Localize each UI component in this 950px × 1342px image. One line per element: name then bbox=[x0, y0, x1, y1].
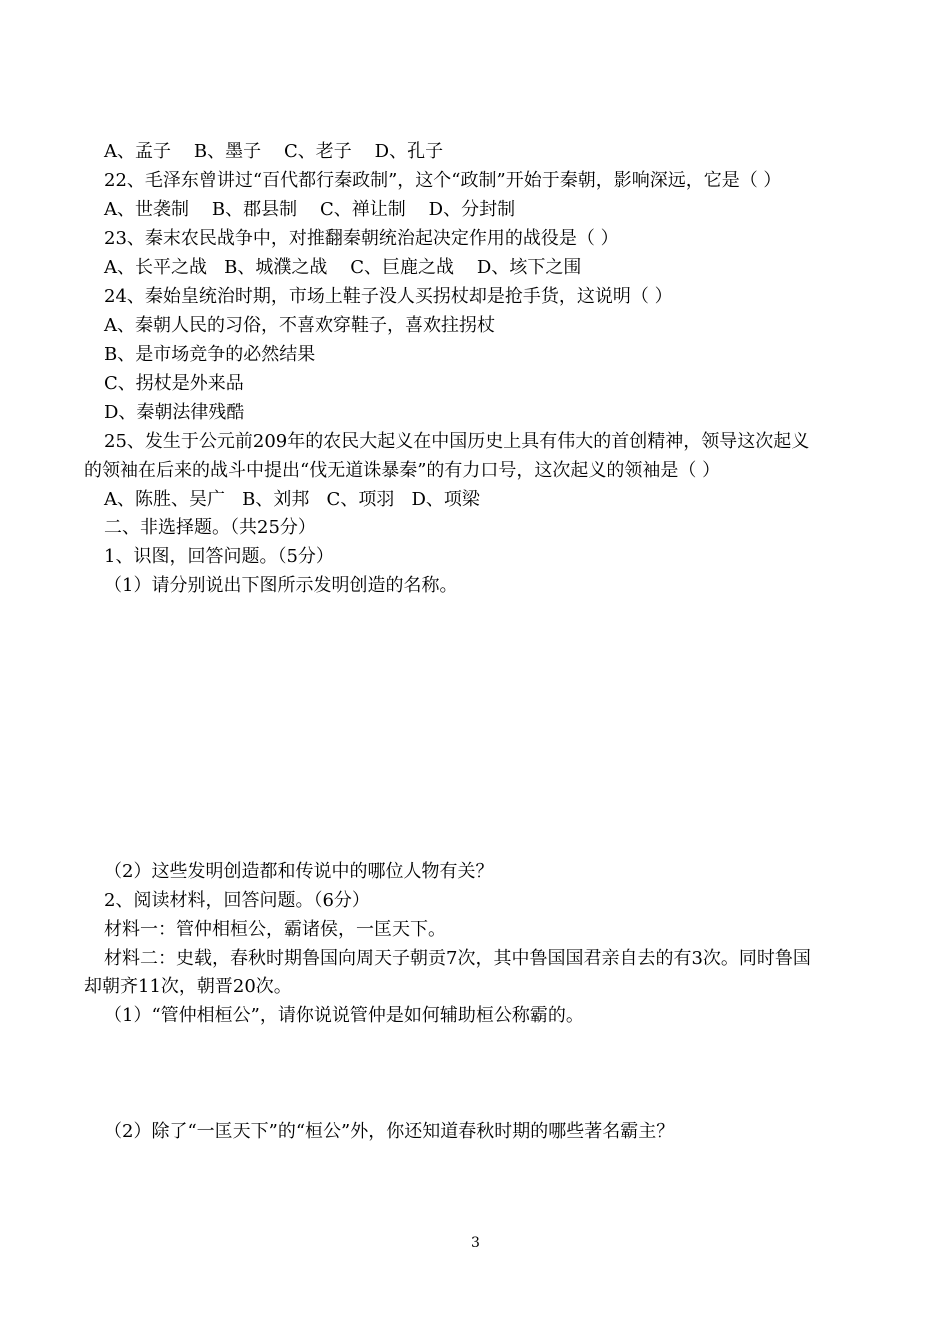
q24-option-a: A、秦朝人民的习俗，不喜欢穿鞋子，喜欢拄拐杖 bbox=[104, 315, 495, 336]
s2-material-1: 材料一：管仲相桓公，霸诸侯，一匡天下。 bbox=[104, 919, 446, 940]
s2-heading: 2、阅读材料，回答问题。（6分） bbox=[104, 890, 370, 911]
s1-question-2: （2）这些发明创造都和传说中的哪位人物有关？ bbox=[104, 861, 494, 882]
section-2-heading: 二、非选择题。（共25分） bbox=[104, 517, 316, 538]
s1-question-1: （1）请分别说出下图所示发明创造的名称。 bbox=[104, 575, 458, 596]
q25-stem-line2: 的领袖在后来的战斗中提出“伐无道诛暴秦”的有力口号，这次起义的领袖是（ ） bbox=[84, 460, 721, 481]
q24-option-b: B、是市场竞争的必然结果 bbox=[104, 344, 316, 365]
q20-options: A、孟子 B、墨子 C、老子 D、孔子 bbox=[104, 141, 444, 162]
q23-stem: 23、秦末农民战争中，对推翻秦朝统治起决定作用的战役是（ ） bbox=[104, 228, 619, 249]
q22-stem: 22、毛泽东曾讲过“百代都行秦政制”，这个“政制”开始于秦朝，影响深远，它是（ ） bbox=[104, 170, 782, 191]
s1-heading: 1、识图，回答问题。（5分） bbox=[104, 546, 334, 567]
page-number: 3 bbox=[471, 1235, 480, 1251]
q23-options: A、长平之战 B、城濮之战 C、巨鹿之战 D、垓下之围 bbox=[104, 257, 582, 278]
q24-option-c: C、拐杖是外来品 bbox=[104, 373, 244, 394]
q25-options: A、陈胜、吴广 B、刘邦 C、项羽 D、项梁 bbox=[104, 489, 480, 510]
s2-question-1: （1）“管仲相桓公”，请你说说管仲是如何辅助桓公称霸的。 bbox=[104, 1005, 584, 1026]
s2-question-2: （2）除了“一匡天下”的“桓公”外，你还知道春秋时期的哪些著名霸主？ bbox=[104, 1121, 675, 1142]
s2-material-2-line2: 却朝齐11次，朝晋20次。 bbox=[84, 976, 292, 997]
q24-option-d: D、秦朝法律残酷 bbox=[104, 402, 245, 423]
s2-material-2-line1: 材料二：史载，春秋时期鲁国向周天子朝贡7次，其中鲁国国君亲自去的有3次。同时鲁国 bbox=[104, 948, 811, 969]
q22-options: A、世袭制 B、郡县制 C、禅让制 D、分封制 bbox=[104, 199, 516, 220]
q24-stem: 24、秦始皇统治时期，市场上鞋子没人买拐杖却是抢手货，这说明（ ） bbox=[104, 286, 673, 307]
q25-stem-line1: 25、发生于公元前209年的农民大起义在中国历史上具有伟大的首创精神，领导这次起义 bbox=[104, 431, 810, 452]
